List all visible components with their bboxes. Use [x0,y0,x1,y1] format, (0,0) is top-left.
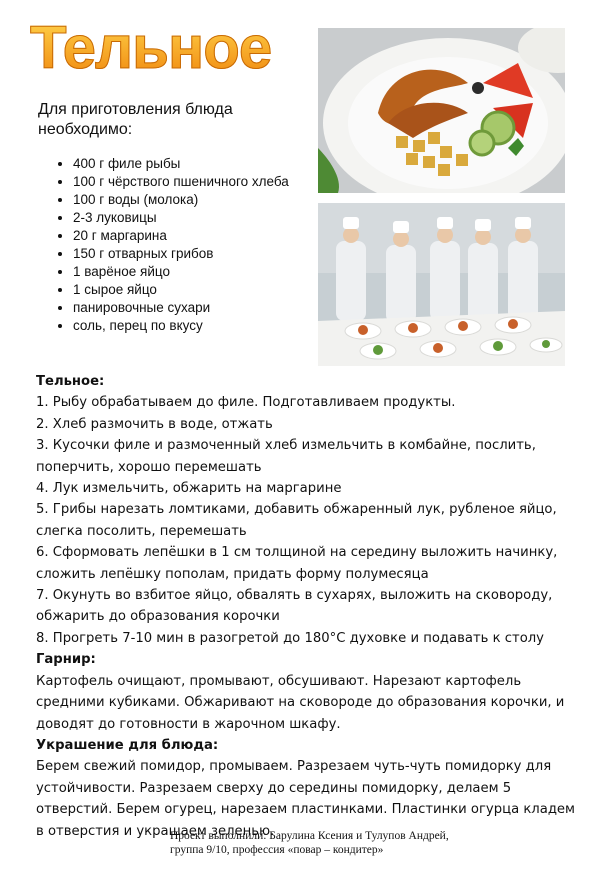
list-item: • панировочные сухари [73,299,313,317]
decoration-heading: Украшение для блюда: [36,737,219,753]
recipe-heading: Тельное: [36,374,105,389]
list-item: • 20 г маргарина [73,227,313,245]
recipe-step: 2. Хлеб размочить в воде, отжать [36,416,273,432]
team-photo [318,203,565,366]
ingredients-intro: Для приготовления блюда необходимо: [38,101,233,138]
recipe-step: 1. Рыбу обрабатываем до филе. Подготавливаем продукты. [36,395,456,411]
list-item: • 1 варёное яйцо [73,263,313,281]
footer-credits [170,829,510,857]
recipe-step: 7. Окунуть во взбитое яйцо, обвалять в сухарях, выложить на сковороду, обжарить до образования корочки [36,588,553,625]
footer-line: группа 9/10, профессия «повар – кондитер» [170,844,384,856]
decoration-text: Берем свежий помидор, промываем. Разрезаем чуть-чуть помидорку для устойчивости. Разрезаем сверху до середины помидорку, делаем 5 отверстий. Берем огурец, нарезаем пластинками. Пластинки огурца кладем в отверстия и украшаем зеленью. [36,759,575,839]
dish-photo [318,28,565,193]
garnish-heading: Гарнир: [36,652,96,668]
garnish-text: Картофель очищают, промывают, обсушивают. Нарезают картофель средними кубиками. Обжаривают на сковороде до образования корочки, и доводят до готовности в жарочном шкафу. [36,673,565,732]
recipe-step: 4. Лук измельчить, обжарить на маргарине [36,481,342,497]
list-item: • 400 г филе рыбы [73,155,313,173]
recipe-step: 3. Кусочки филе и размоченный хлеб измельчить в комбайне, послить, поперчить, хорошо перемешать [36,438,536,475]
ingredients-list [55,155,313,335]
page-title: Тельное [30,14,272,81]
list-item: • 1 сырое яйцо [73,281,313,299]
list-item: • 100 г воды (молока) [73,191,313,209]
recipe-step: 8. Прогреть 7-10 мин в разогретой до 180°С духовке и подавать к столу [36,630,544,646]
list-item: • соль, перец по вкусу [73,317,313,335]
recipe-step: 6. Сформовать лепёшки в 1 см толщиной на середину выложить начинку, сложить лепёшку пополам, придать форму полумесяца [36,545,558,582]
recipe-step: 5. Грибы нарезать ломтиками, добавить обжаренный лук, рубленое яйцо, слегка посолить, перемешать [36,502,557,539]
list-item: • 2-3 луковицы [73,209,313,227]
recipe-text [36,371,576,842]
list-item: • 150 г отварных грибов [73,245,313,263]
list-item: • 100 г чёрствого пшеничного хлеба [73,173,313,191]
footer-line: Проект выполнили: Барулина Ксения и Тулупов Андрей, [170,830,449,842]
